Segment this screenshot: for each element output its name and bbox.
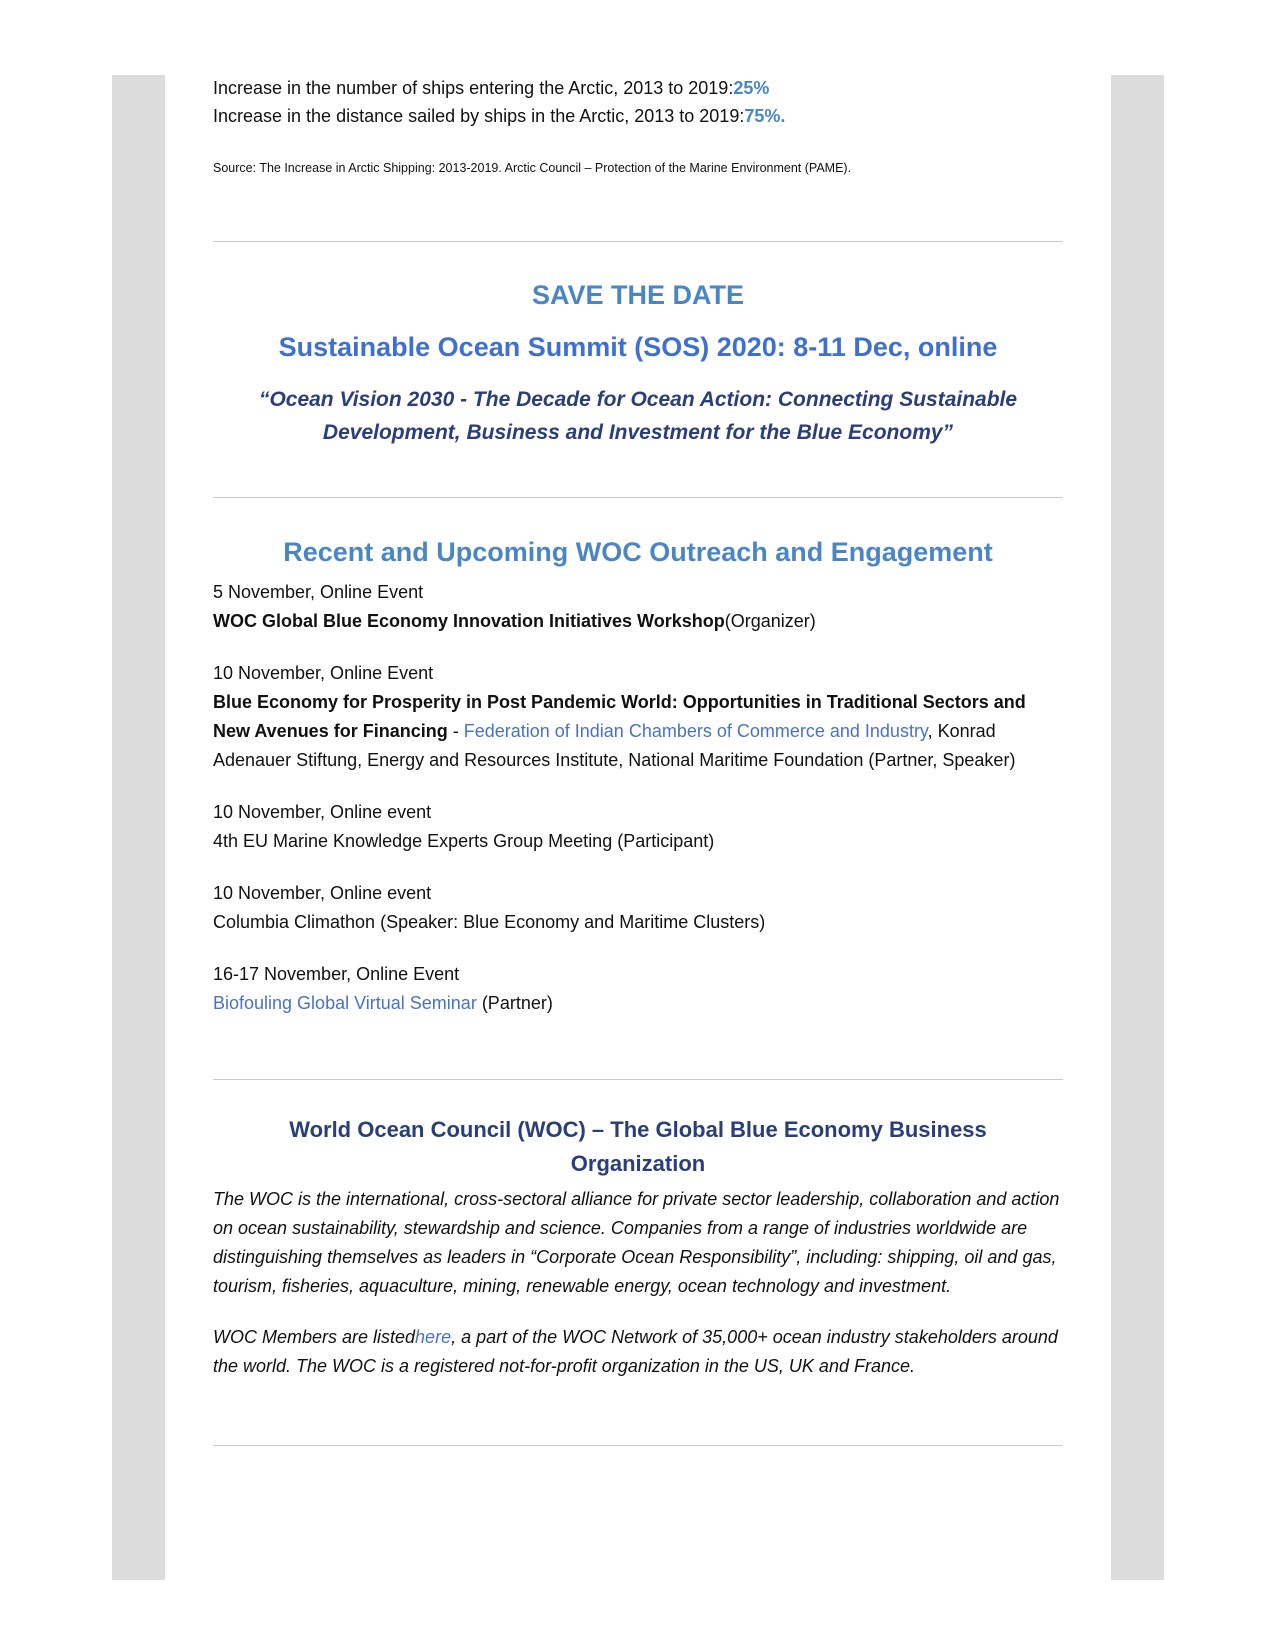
event-date: 16-17 November, Online Event: [213, 964, 460, 984]
ficci-link[interactable]: Federation of Indian Chambers of Commerce and Industry: [463, 721, 928, 741]
summit-theme-quote: “Ocean Vision 2030 - The Decade for Ocean Action: Connecting Sustainable Development, Business and Investment for the Blue Economy”: [258, 388, 1018, 444]
divider: [213, 1445, 1063, 1446]
woc-description: The WOC is the international, cross-sectoral alliance for private sector leadership, collaboration and action on ocean sustainability, stewardship and science. Companies from a range of industries worldwide are distinguishing themselves as leaders in “Corporate Ocean Responsibility”, including: shipping, oil and gas, tourism, fisheries, aquaculture, mining, renewable energy, ocean technology and investment.: [213, 1189, 1060, 1296]
event-date: 10 November, Online event: [213, 802, 432, 822]
stat-distance-sailed: Increase in the distance sailed by ships in the Arctic, 2013 to 2019:75%.: [213, 106, 786, 126]
event-partners: , Konrad Adenauer Stiftung, Energy and Resources Institute, National Maritime Foundation (Partner, Speaker): [213, 721, 1016, 770]
event-title: WOC Global Blue Economy Innovation Initiatives Workshop: [213, 611, 725, 631]
save-the-date-heading: SAVE THE DATE: [531, 280, 745, 310]
source-note: Source: The Increase in Arctic Shipping: 2013-2019. Arctic Council – Protection of the Marine Environment (PAME).: [213, 161, 852, 175]
event-list: [213, 578, 1063, 1018]
biofouling-seminar-link[interactable]: Biofouling Global Virtual Seminar: [213, 993, 477, 1013]
stat-value: 25%: [733, 78, 770, 98]
right-margin-band: [1111, 75, 1164, 1580]
newsletter-content: [213, 74, 1063, 1446]
event-item: [213, 879, 1063, 937]
event-date: 5 November, Online Event: [213, 582, 424, 602]
event-title: Columbia Climathon (Speaker: Blue Economy and Maritime Clusters): [213, 912, 766, 932]
event-title: Blue Economy for Prosperity in Post Pandemic World: Opportunities in Traditional Sectors and New Avenues for Financing: [213, 692, 1026, 741]
event-date: 10 November, Online Event: [213, 663, 434, 683]
members-here-link[interactable]: here: [415, 1327, 452, 1347]
stat-ships-number: Increase in the number of ships entering the Arctic, 2013 to 2019:25%: [213, 78, 770, 98]
event-role: (Partner): [476, 993, 553, 1013]
event-item: [213, 960, 1063, 1018]
event-item: 10 November, Online Event Blue Economy for Prosperity in Post Pandemic World: Opportunities in Traditional Sectors and New Avenues for Financing - Federation of Indian Chambers of Commerce and Industry, Konrad Adenauer Stiftung, Energy and Resources Institute, National Maritime Foundation (Partner, Speaker): [213, 659, 1063, 775]
event-date: 10 November, Online event: [213, 883, 432, 903]
event-title: 4th EU Marine Knowledge Experts Group Meeting (Participant): [213, 831, 715, 851]
left-margin-band: [112, 75, 165, 1580]
divider: [213, 497, 1063, 498]
summit-title: Sustainable Ocean Summit (SOS) 2020: 8-11 Dec, online: [278, 332, 998, 362]
event-item: [213, 578, 1063, 636]
divider: [213, 1079, 1063, 1080]
stat-value: 75%.: [744, 106, 786, 126]
outreach-heading: Recent and Upcoming WOC Outreach and Engagement: [283, 537, 993, 567]
event-item: [213, 798, 1063, 856]
divider: [213, 241, 1063, 242]
woc-heading: World Ocean Council (WOC) – The Global Blue Economy Business Organization: [289, 1117, 987, 1176]
event-role: (Organizer): [724, 611, 816, 631]
woc-members-paragraph: WOC Members are listedhere, a part of the WOC Network of 35,000+ ocean industry stakeholders around the world. The WOC is a registered not-for-profit organization in the US, UK and France.: [213, 1327, 1058, 1376]
